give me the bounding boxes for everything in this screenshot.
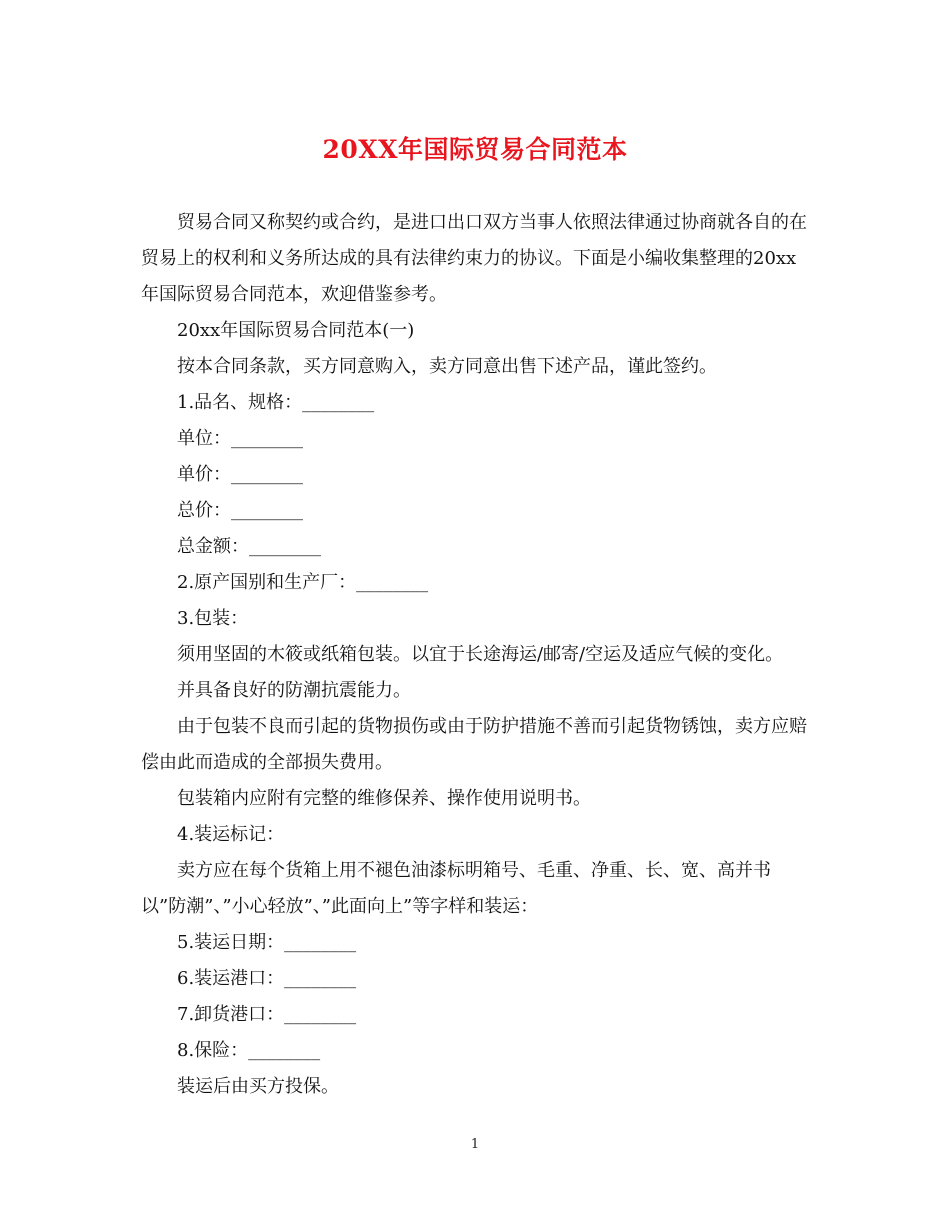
field-unit: 单位：________ bbox=[177, 428, 303, 449]
clause-packing-moisture: 并具备良好的防潮抗震能力。 bbox=[177, 680, 411, 701]
clause-packing-heading: 3.包装： bbox=[177, 608, 249, 629]
clause-packing-damage: 由于包装不良而引起的货物损伤或由于防护措施不善而引起货物锈蚀，卖方应赔偿由此而造成的全部损失费用。 bbox=[141, 716, 807, 773]
document-body bbox=[141, 205, 813, 1105]
clause-packing-material: 须用坚固的木筱或纸箱包装。以宜于长途海运/邮寄/空运及适应气候的变化。 bbox=[177, 644, 784, 665]
paragraph-section-heading: 20xx年国际贸易合同范本(一) bbox=[177, 320, 415, 341]
field-unit-price: 单价：________ bbox=[177, 464, 303, 485]
field-insurance: 8.保险：________ bbox=[177, 1040, 321, 1061]
clause-marking-heading: 4.装运标记： bbox=[177, 824, 285, 845]
paragraph-intro: 贸易合同又称契约或合约，是进口出口双方当事人依照法律通过协商就各自的在贸易上的权利和义务所达成的具有法律约束力的协议。下面是小编收集整理的20xx年国际贸易合同范本，欢迎借鉴参考。 bbox=[141, 212, 807, 305]
clause-packing-manual: 包装箱内应附有完整的维修保养、操作使用说明书。 bbox=[177, 788, 591, 809]
field-total-amount: 总金额：________ bbox=[177, 536, 321, 557]
field-shipment-date: 5.装运日期：________ bbox=[177, 932, 357, 953]
page-number: 1 bbox=[470, 1137, 480, 1152]
field-origin-manufacturer: 2.原产国别和生产厂：________ bbox=[177, 572, 429, 593]
field-product-name: 1.品名、规格：________ bbox=[177, 392, 375, 413]
document-title: 20XX年国际贸易合同范本 bbox=[322, 135, 628, 164]
field-port-of-shipment: 6.装运港口：________ bbox=[177, 968, 357, 989]
paragraph-agreement: 按本合同条款，买方同意购入，卖方同意出售下述产品，谨此签约。 bbox=[177, 356, 717, 377]
field-port-of-discharge: 7.卸货港口：________ bbox=[177, 1004, 357, 1025]
clause-marking-detail: 卖方应在每个货箱上用不褪色油漆标明箱号、毛重、净重、长、宽、高并书以”防潮”、”小心轻放”、”此面向上”等字样和装运： bbox=[141, 860, 771, 917]
field-total-price: 总价：________ bbox=[177, 500, 303, 521]
clause-insurance-detail: 装运后由买方投保。 bbox=[177, 1076, 339, 1097]
